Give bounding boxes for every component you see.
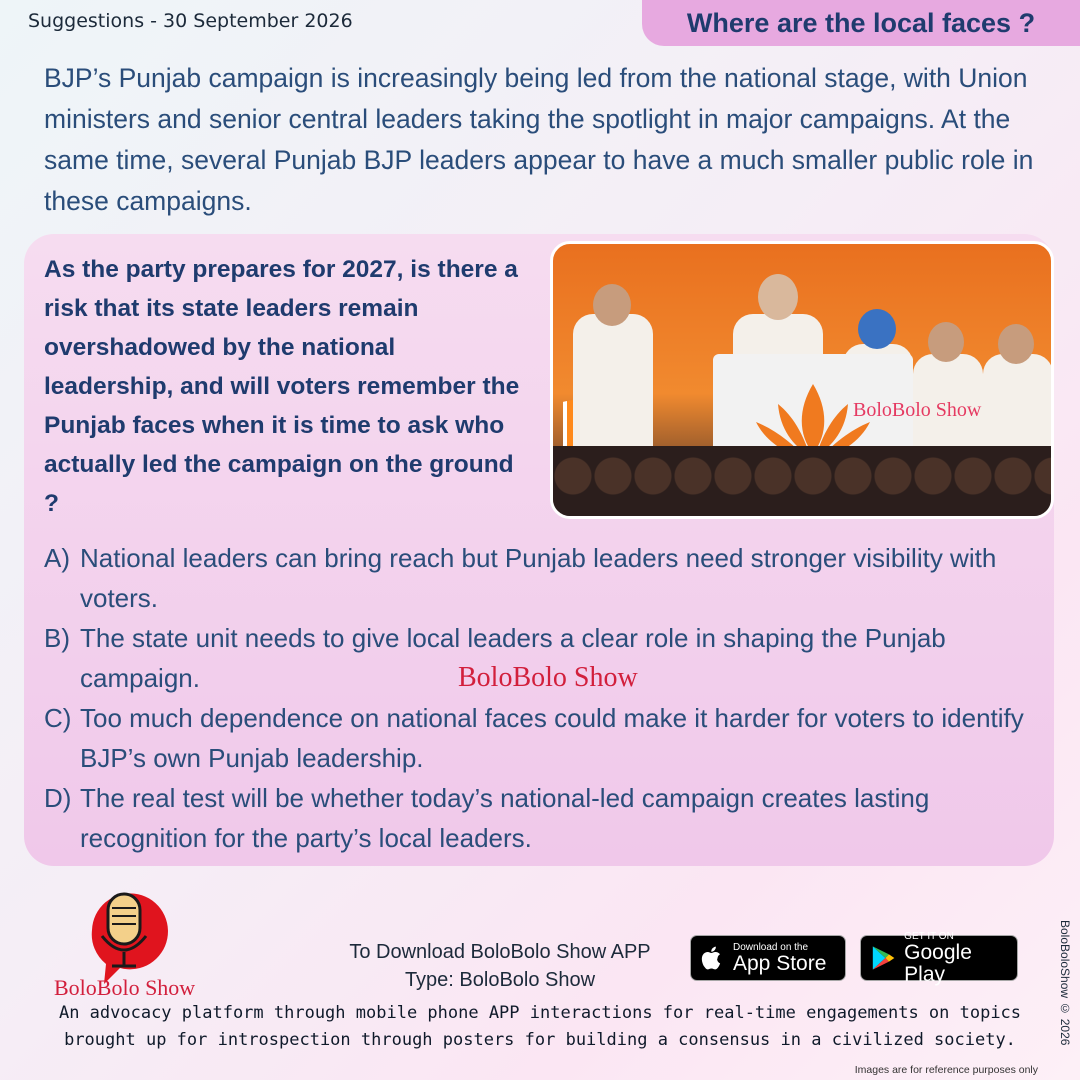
apple-icon <box>701 944 725 972</box>
page-title: Where are the local faces ? <box>686 7 1036 38</box>
person-head <box>758 274 798 320</box>
download-line-1: To Download BoloBolo Show APP <box>349 941 651 963</box>
option-letter: C) <box>44 703 72 733</box>
google-play-label: Google Play <box>904 940 972 986</box>
date-line: Suggestions - 30 September 2026 <box>28 10 353 32</box>
disclaimer: Images are for reference purposes only <box>854 1064 1038 1076</box>
option-text: The real test will be whether today’s national-led campaign creates lasting recognition for the party’s local leaders. <box>80 783 930 853</box>
options-list <box>44 538 1034 858</box>
tagline: An advocacy platform through mobile phone APP interactions for real-time engagements on topics brought up for introspection through posters for building a consensus in a civilized society. <box>58 1003 1022 1050</box>
download-instructions <box>300 938 700 994</box>
person-figure <box>573 314 653 464</box>
crowd <box>553 446 1051 516</box>
option-text: National leaders can bring reach but Punjab leaders need stronger visibility with voters. <box>80 543 997 613</box>
google-play-small-text: GET IT ON <box>904 930 954 942</box>
app-store-badge[interactable] <box>690 935 846 981</box>
option-text: The state unit needs to give local leaders a clear role in shaping the Punjab campaign. <box>80 623 946 693</box>
download-line-2: Type: BoloBolo Show <box>404 969 596 991</box>
logo-text: BoloBolo Show <box>54 975 196 1000</box>
person-head <box>858 309 896 349</box>
option-a <box>44 538 1034 618</box>
title-tab <box>642 0 1080 46</box>
option-d <box>44 778 1034 858</box>
person-head <box>593 284 631 326</box>
photo-watermark: BoloBolo Show <box>853 399 982 421</box>
google-play-badge[interactable] <box>860 930 1018 986</box>
option-text: Too much dependence on national faces could make it harder for voters to identify BJP’s own Punjab leadership. <box>80 703 1024 773</box>
option-letter: D) <box>44 783 72 813</box>
rally-photo <box>550 241 1054 519</box>
question-text: As the party prepares for 2027, is there a risk that its state leaders remain overshadowed by the national leadership, and will voters remember the Punjab faces when it is time to ask who actually led the campaign on the ground ? <box>44 256 520 517</box>
copyright-vertical: BoloBoloShow © 2026 <box>1058 920 1072 1046</box>
panel-watermark: BoloBolo Show <box>458 662 638 693</box>
person-head <box>998 324 1034 364</box>
intro-paragraph: BJP’s Punjab campaign is increasingly being led from the national stage, with Union ministers and senior central leaders taking the spotlight in major campaigns. At the same time, several Punjab BJP leaders appear to have a much smaller public role in these campaigns. <box>44 63 1034 216</box>
google-play-icon <box>871 943 896 973</box>
option-c <box>44 698 1034 778</box>
option-letter: A) <box>44 543 70 573</box>
app-store-small-text: Download on the <box>733 941 809 953</box>
option-letter: B) <box>44 623 70 653</box>
app-store-label: App Store <box>733 951 827 975</box>
person-head <box>928 322 964 362</box>
